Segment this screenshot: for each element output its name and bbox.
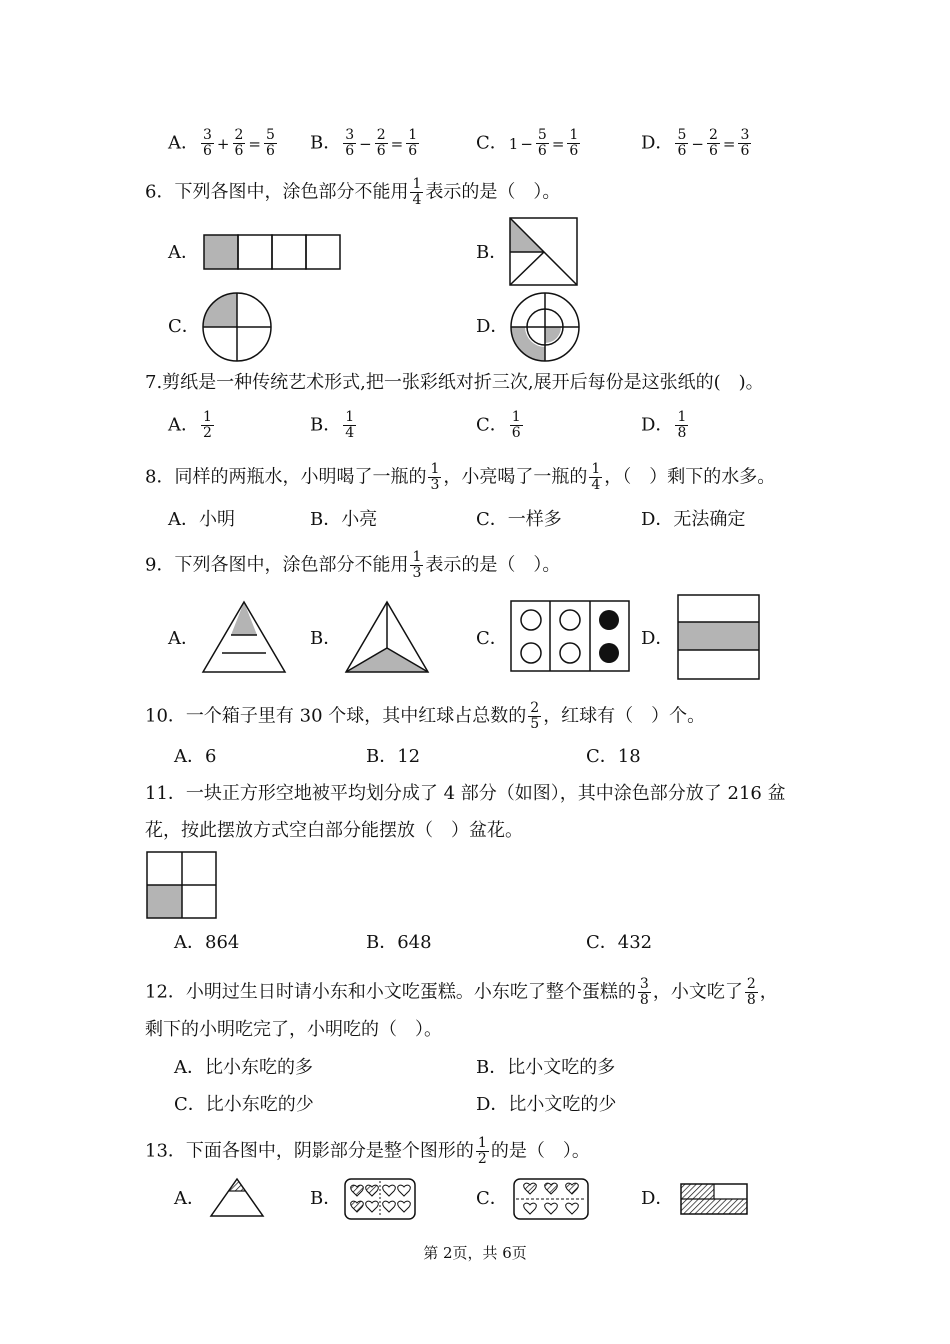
fraction: $\frac{3}{6}$: [203, 127, 212, 159]
fraction: $\frac{2}{5}$: [530, 700, 540, 732]
q12-option-c[interactable]: C．比小东吃的少: [174, 1094, 314, 1115]
q12-option-b[interactable]: B．比小文吃的多: [476, 1057, 616, 1078]
fraction: $\frac{1}{4}$: [345, 409, 355, 441]
fraction: $\frac{3}{8}$: [639, 976, 649, 1008]
q13-figure-d[interactable]: [680, 1183, 748, 1215]
fraction: $\frac{1}{2}$: [477, 1135, 487, 1167]
q6-label-d[interactable]: D．: [476, 316, 509, 337]
q6-figure-a[interactable]: [203, 234, 341, 270]
fraction: $\frac{1}{6}$: [408, 127, 418, 159]
q5-option-d[interactable]: D． $\frac{5}{6}$ − $\frac{2}{6}$ = $\frac{3}{6}$: [641, 127, 750, 159]
q12-question-line1: 12．小明过生日时请小东和小文吃蛋糕。小东吃了整个蛋糕的 $\frac{3}{8}$ ，小文吃了 $\frac{2}{8}$ ，: [145, 976, 778, 1008]
q6-label-b[interactable]: B．: [476, 242, 508, 263]
q11-figure: [146, 851, 218, 919]
q12-option-a[interactable]: A．比小东吃的多: [174, 1057, 313, 1078]
q10-option-a[interactable]: A．6: [174, 746, 217, 767]
q10-option-b[interactable]: B．12: [366, 746, 421, 767]
q11-option-c[interactable]: C．432: [586, 932, 653, 953]
q7-option-b[interactable]: B． $\frac{1}{4}$: [310, 409, 355, 441]
fraction: $\frac{1}{3}$: [430, 461, 440, 493]
fraction: $\frac{1}{4}$: [412, 176, 422, 208]
q13-figure-b[interactable]: [344, 1178, 416, 1220]
q5-option-a[interactable]: A． $\frac{3}{6}$ + $\frac{2}{6}$ = $\frac{5}{6}$: [168, 127, 275, 159]
q8-option-a[interactable]: A．小明: [168, 509, 235, 530]
fraction: $\frac{2}{6}$: [376, 127, 386, 159]
q13-label-b[interactable]: B．: [310, 1188, 342, 1209]
fraction: $\frac{3}{6}$: [740, 127, 750, 159]
q8-option-b[interactable]: B．小亮: [310, 509, 378, 530]
q9-label-c[interactable]: C．: [476, 628, 508, 649]
q13-figure-c[interactable]: [513, 1178, 589, 1220]
q9-figure-c[interactable]: [510, 600, 630, 672]
q6-question: 6．下列各图中，涂色部分不能用 $\frac{1}{4}$ 表示的是（ ）。: [145, 176, 561, 208]
page-number: 第 2页，共 6页: [423, 1244, 527, 1262]
q7-question: 7.剪纸是一种传统艺术形式,把一张彩纸对折三次,展开后每份是这张纸的( )。: [145, 372, 764, 393]
q13-question: 13．下面各图中，阴影部分是整个图形的 $\frac{1}{2}$ 的是（ ）。: [145, 1135, 590, 1167]
q9-label-d[interactable]: D．: [641, 628, 674, 649]
q6-figure-c[interactable]: [201, 291, 273, 363]
q9-figure-d[interactable]: [677, 594, 760, 680]
fraction: $\frac{1}{6}$: [511, 409, 521, 441]
q7-option-a[interactable]: A． $\frac{1}{2}$: [168, 409, 212, 441]
q9-label-a[interactable]: A．: [168, 628, 199, 649]
fraction: $\frac{2}{6}$: [234, 127, 244, 159]
q8-option-d[interactable]: D．无法确定: [641, 509, 746, 530]
q7-option-c[interactable]: C． $\frac{1}{6}$: [476, 409, 521, 441]
q12-option-d[interactable]: D．比小文吃的少: [476, 1094, 617, 1115]
fraction: $\frac{1}{4}$: [591, 461, 601, 493]
q9-question: 9．下列各图中，涂色部分不能用 $\frac{1}{3}$ 表示的是（ ）。: [145, 549, 561, 581]
q11-option-b[interactable]: B．648: [366, 932, 432, 953]
q10-question: 10．一个箱子里有 30 个球，其中红球占总数的 $\frac{2}{5}$ ，红球有（ ）个。: [145, 700, 706, 732]
q6-label-c[interactable]: C．: [168, 316, 200, 337]
fraction: $\frac{5}{6}$: [266, 127, 275, 159]
q11-question-line2: 花，按此摆放方式空白部分能摆放（ ）盆花。: [145, 820, 523, 841]
q10-option-c[interactable]: C．18: [586, 746, 641, 767]
q6-figure-b[interactable]: [509, 217, 579, 287]
q12-question-line2: 剩下的小明吃完了，小明吃的（ ）。: [145, 1019, 442, 1040]
fraction: $\frac{3}{6}$: [345, 127, 355, 159]
fraction: $\frac{2}{8}$: [746, 976, 756, 1008]
q9-figure-b[interactable]: [344, 600, 430, 674]
fraction: $\frac{1}{8}$: [677, 409, 687, 441]
q6-label-a[interactable]: A．: [168, 242, 199, 263]
q9-label-b[interactable]: B．: [310, 628, 342, 649]
q8-option-c[interactable]: C．一样多: [476, 509, 562, 530]
fraction: $\frac{5}{6}$: [537, 127, 547, 159]
q6-figure-d[interactable]: [509, 291, 581, 363]
fraction: $\frac{2}{6}$: [708, 127, 718, 159]
q13-figure-a[interactable]: [209, 1177, 265, 1219]
fraction: $\frac{1}{3}$: [412, 549, 422, 581]
q11-question-line1: 11．一块正方形空地被平均划分成了 4 部分（如图），其中涂色部分放了 216 盆: [145, 783, 786, 804]
q8-question: 8．同样的两瓶水，小明喝了一瓶的 $\frac{1}{3}$ ，小亮喝了一瓶的 $\frac{1}{4}$ ，（ ）剩下的水多。: [145, 461, 776, 493]
q5-option-c[interactable]: C．1 − $\frac{5}{6}$ = $\frac{1}{6}$: [476, 127, 579, 159]
q11-option-a[interactable]: A．864: [174, 932, 240, 953]
fraction: $\frac{5}{6}$: [677, 127, 687, 159]
q9-figure-a[interactable]: [201, 600, 287, 674]
q13-label-a[interactable]: A．: [174, 1188, 205, 1209]
q7-option-d[interactable]: D． $\frac{1}{8}$: [641, 409, 687, 441]
q13-label-c[interactable]: C．: [476, 1188, 508, 1209]
fraction: $\frac{1}{2}$: [203, 409, 212, 441]
q13-label-d[interactable]: D．: [641, 1188, 674, 1209]
q5-option-b[interactable]: B． $\frac{3}{6}$ − $\frac{2}{6}$ = $\frac{1}{6}$: [310, 127, 418, 159]
fraction: $\frac{1}{6}$: [569, 127, 579, 159]
